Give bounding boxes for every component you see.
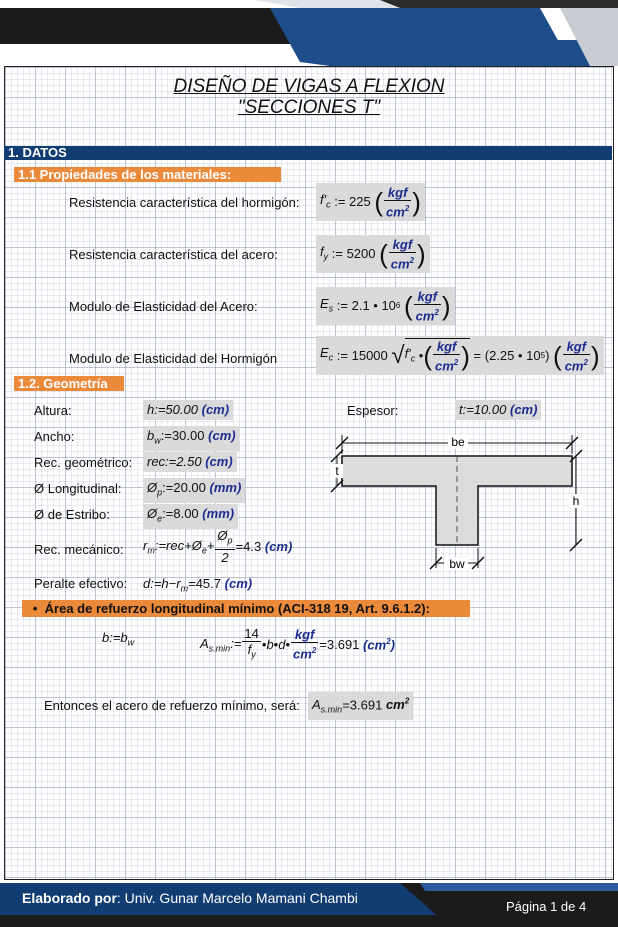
document-subtitle: "SECCIONES T": [237, 97, 381, 118]
concrete-modulus-equation: $E_c$ := 15000 √ $f'_c$ • ( $\frac{\text{kgf}}{cm^2}$ ) = ( 2.25 • 10 5 ) ( $\frac{\text{kgf}}{cm^2}$ ): [316, 336, 604, 375]
rec-geometrico-equation: rec:=2.50 (cm): [143, 452, 237, 472]
steel-strength-equation: $f_y$ := 5200 ( $\frac{\text{kgf}}{cm^2}$ ): [316, 235, 430, 273]
t-section-diagram: [328, 430, 590, 575]
espesor-label: Espesor:: [347, 403, 399, 418]
b-equation: $b:=b_w$: [102, 630, 135, 648]
section-datos-header: 1. DATOS: [4, 146, 612, 160]
longitudinal-diameter-label: Ø Longitudinal:: [34, 481, 122, 496]
steel-modulus-label: Modulo de Elasticidad del Acero:: [69, 299, 258, 314]
min-area-heading: • Área de refuerzo longitudinal mínimo (ACI-318 19, Art. 9.6.1.2):: [22, 600, 470, 617]
altura-label: Altura:: [34, 403, 72, 418]
concrete-strength-equation: $f'_c$ := 225 ( $\frac{\text{kgf}}{cm^2}$ ): [316, 183, 425, 221]
footer-author: Elaborado por: Univ. Gunar Marcelo Mamani Chambi: [22, 890, 358, 906]
ancho-label: Ancho:: [34, 429, 75, 444]
header-decoration: [0, 0, 618, 66]
concrete-strength-label: Resistencia característica del hormigón:: [69, 195, 300, 210]
concrete-modulus-label: Modulo de Elasticidad del Hormigón: [69, 351, 278, 366]
espesor-equation: t:=10.00 (cm): [455, 400, 541, 420]
stirrup-diameter-equation: $Ø_e:=8.00$ (mm): [143, 504, 238, 529]
bw-label: bw: [449, 557, 465, 571]
t-label: t: [335, 464, 339, 478]
stirrup-diameter-label: Ø de Estribo:: [34, 507, 110, 522]
conclusion-equation: $A_{s.min}=3.691$ $cm^2$: [308, 692, 413, 720]
steel-modulus-equation: $E_s$ := 2.1 • 10 6 ( $\frac{\text{kgf}}{cm^2}$ ): [316, 287, 455, 325]
steel-strength-label: Resistencia característica del acero:: [69, 247, 278, 262]
ancho-equation: $b_w:=30.00$ (cm): [143, 426, 240, 451]
geometry-section-tag: 1.2. Geometría: [14, 376, 124, 391]
conclusion-label: Entonces el acero de refuerzo mínimo, será:: [44, 698, 300, 713]
h-label: h: [572, 494, 580, 508]
peralte-equation: $d:=h-r_m=45.7$ (cm): [143, 576, 253, 594]
rec-mecanico-label: Rec. mecánico:: [34, 542, 124, 557]
materials-section-tag: 1.1 Propiedades de los materiales:: [14, 167, 281, 182]
document-title: DISEÑO DE VIGAS A FLEXION: [173, 76, 445, 97]
longitudinal-diameter-equation: $Ø_p:=20.00$ (mm): [143, 478, 245, 503]
rec-geometrico-label: Rec. geométrico:: [34, 455, 133, 470]
be-label: be: [451, 435, 465, 449]
peralte-label: Peralte efectivo:: [34, 576, 128, 591]
page-number: Página 1 de 4: [506, 899, 587, 914]
rec-mecanico-equation: $r_m:=rec+Ø_e+$ $\frac{Ø_p}{2}$ = 4.3 (cm): [143, 528, 293, 565]
altura-equation: h:=50.00 (cm): [143, 400, 233, 420]
asmin-equation: $A_{s.min}:=$ $\frac{14}{f_y}$ • b • d • $\frac{\text{kgf}}{cm^2}$ = 3.691 $(cm^2)$: [200, 626, 395, 662]
